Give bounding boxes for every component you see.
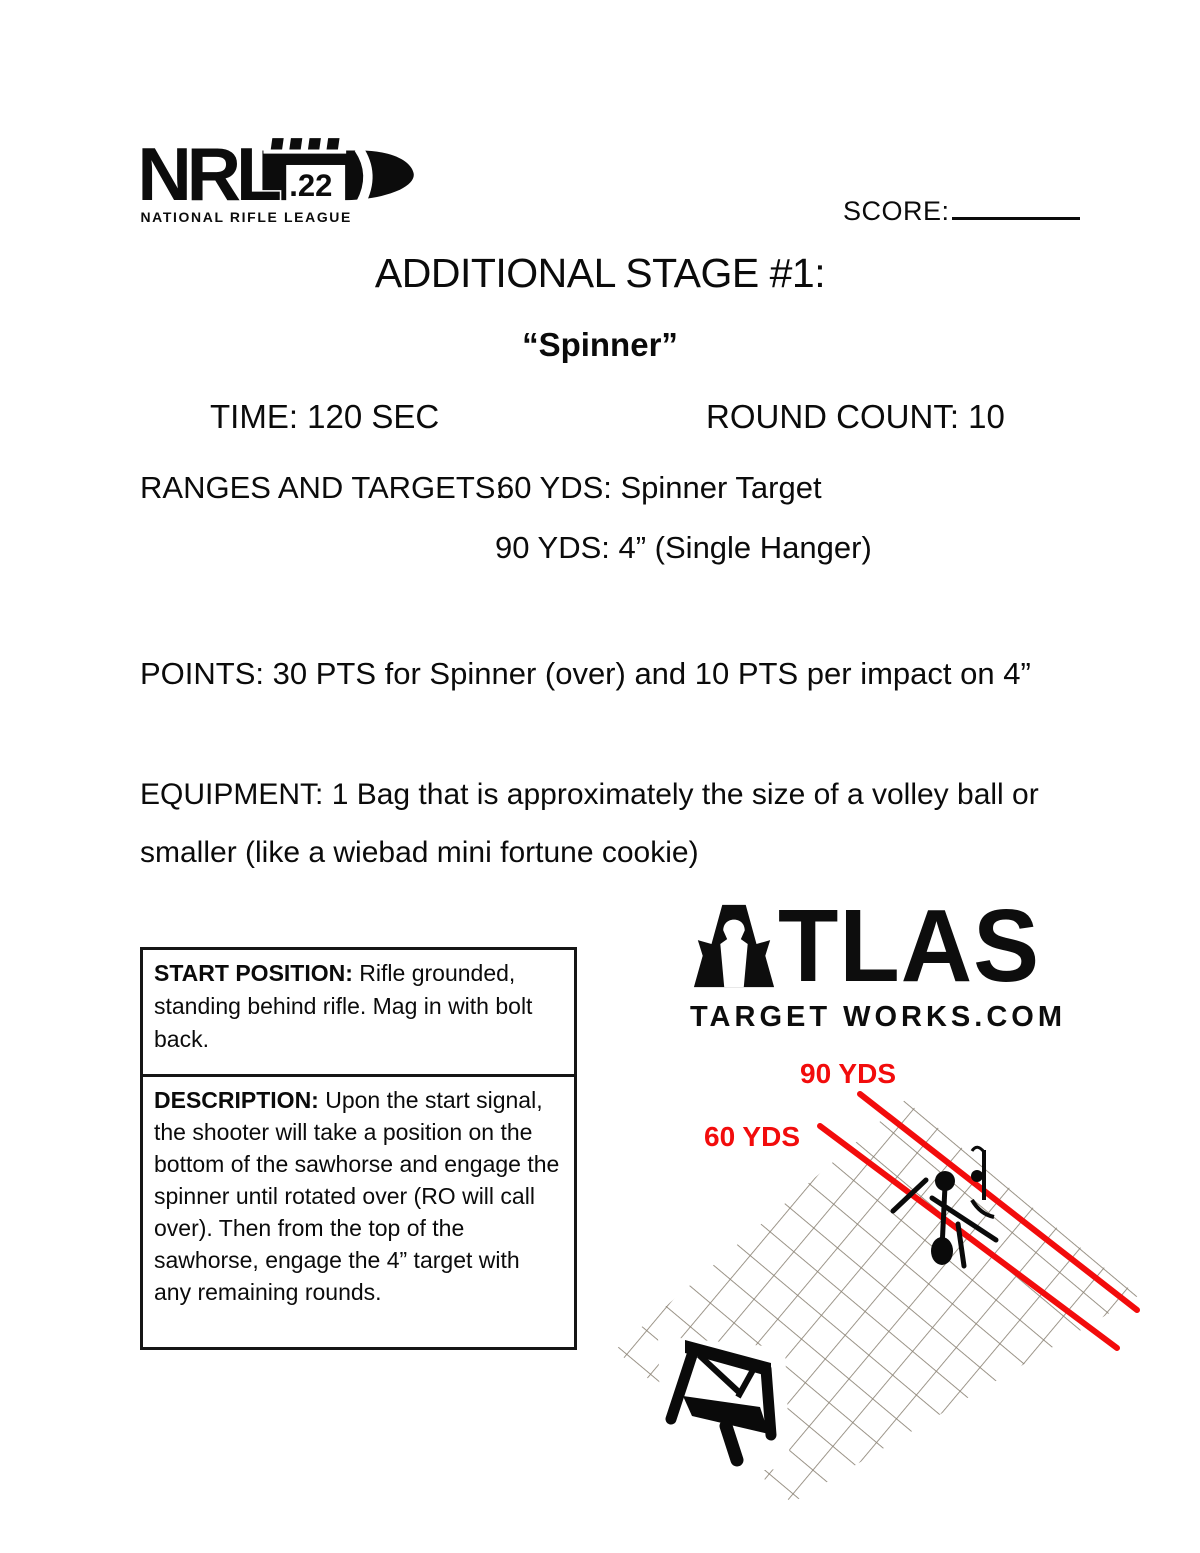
atlas-a-icon bbox=[690, 904, 778, 988]
nrl22-logo bbox=[140, 135, 420, 227]
start-position-text: Rifle grounded, standing behind rifle. Mag in with bolt back. bbox=[154, 960, 533, 1052]
label-90yds: 90 YDS bbox=[800, 1058, 896, 1089]
atlas-word-rest: TLAS bbox=[778, 888, 1041, 1003]
description-label: DESCRIPTION: bbox=[154, 1087, 326, 1113]
page-title: ADDITIONAL STAGE #1: bbox=[374, 250, 826, 296]
time-limit: TIME: 120 SEC bbox=[210, 398, 440, 435]
nrl-tagline: NATIONAL RIFLE LEAGUE bbox=[140, 208, 352, 225]
score-label: SCORE: bbox=[843, 196, 950, 226]
range-diagram-graphic bbox=[600, 1048, 1200, 1553]
points-line: POINTS: 30 PTS for Spinner (over) and 10 PTS per impact on 4” bbox=[140, 656, 1031, 691]
equipment-line: EQUIPMENT: 1 Bag that is approximately the size of a volley ball or smaller (like a wiebad mini fortune cookie) bbox=[140, 778, 1039, 869]
atlas-logo bbox=[690, 888, 1070, 1034]
round-count: ROUND COUNT: 10 bbox=[706, 398, 1005, 435]
description-text: Upon the start signal, the shooter will take a position on the bottom of the sawhorse and engage the spinner until rotated over (RO will call over). Then from the top of the sawhorse, engage the 4” target with any remaining rounds. bbox=[154, 1087, 560, 1305]
caliber-text: .22 bbox=[289, 167, 333, 203]
range-90yds: 90 YDS: 4” (Single Hanger) bbox=[495, 530, 872, 565]
start-position-box bbox=[140, 947, 577, 1077]
label-60yds: 60 YDS bbox=[704, 1121, 800, 1152]
nrl-acronym: NRL bbox=[140, 135, 277, 217]
start-position-label: START POSITION: bbox=[154, 960, 360, 986]
range-diagram bbox=[600, 1048, 1200, 1553]
ranges-label: RANGES AND TARGETS: bbox=[140, 470, 505, 505]
description-box bbox=[140, 1074, 577, 1350]
atlas-tagline: TARGET WORKS.COM bbox=[690, 1001, 1066, 1033]
score-row bbox=[843, 196, 1080, 227]
score-blank-line bbox=[952, 196, 1080, 220]
nrl22-logo-graphic bbox=[140, 135, 420, 227]
stage-name: “Spinner” bbox=[522, 326, 678, 363]
range-60yds: 60 YDS: Spinner Target bbox=[497, 470, 822, 505]
atlas-wordmark bbox=[690, 888, 1070, 1003]
